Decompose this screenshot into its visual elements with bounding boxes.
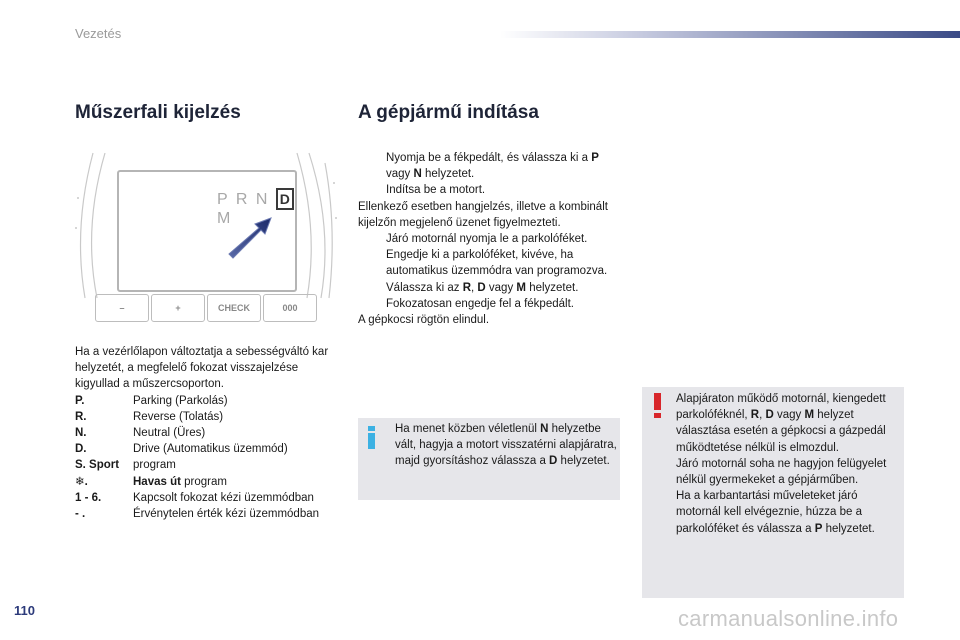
step-1 [358, 150, 628, 182]
gear-key: S. Sport [75, 459, 120, 472]
step-text: helyzetet. [421, 168, 475, 181]
check-button: CHECK [207, 294, 261, 322]
warning-bold: D [765, 409, 774, 422]
step-bold: P [591, 152, 599, 164]
step-text: Engedje ki a parkolóféket, kivéve, ha automatikus üzemmódra van programozva. [386, 249, 608, 278]
step-5 [358, 280, 628, 296]
step-bold: M [516, 281, 526, 294]
checkbox-bullet-icon [358, 280, 386, 296]
brightness-minus-button: – [95, 294, 149, 322]
instrument-screen [117, 170, 297, 292]
gear-key: ❄. [75, 475, 88, 488]
warning-text-part: , [759, 409, 766, 422]
gear-value: Drive (Automatikus üzemmód) [133, 443, 288, 456]
brightness-plus-button: + [151, 294, 205, 322]
gear-row-n [75, 425, 345, 441]
warning-text-part: Ha a karbantartási műveleteket járó motornál kell elvégeznie, húzza be a parkolóféket és válassza a [676, 490, 863, 535]
step-3 [358, 231, 628, 247]
gear-row-p [75, 393, 345, 409]
gear-key: R. [75, 410, 87, 423]
info-icon [368, 426, 376, 450]
gear-key: 1 - 6. [75, 491, 102, 504]
control-buttons [95, 294, 317, 322]
gear-value: Érvénytelen érték kézi üzemmódban [133, 508, 320, 521]
warning-bold: R [750, 409, 760, 422]
step-text: Fokozatosan engedje fel a fékpedált. [386, 297, 574, 310]
gear-value: Reverse (Tolatás) [133, 410, 224, 423]
watermark: carmanualsonline.info [678, 606, 899, 631]
gear-value: Kapcsolt fokozat kézi üzemmódban [133, 491, 314, 504]
header-gradient-bar [500, 31, 960, 38]
gear-description [75, 344, 345, 522]
step-text: Járó motornál nyomja le a parkolóféket. [386, 233, 588, 246]
gear-value: program [180, 475, 227, 488]
warning-text [676, 391, 900, 537]
step-text: vagy [485, 281, 517, 294]
warning-text-part: vagy [773, 409, 805, 422]
info-box [358, 418, 620, 500]
warning-text-part: helyzet választása esetén a gépkocsi a gázpedál működtetése nélkül is elmozdul. [676, 409, 886, 454]
gear-row-sport [75, 457, 345, 473]
step-bold: D [477, 281, 486, 294]
warning-box [642, 387, 904, 598]
info-text-part: helyzetet. [557, 455, 610, 468]
section-header: Vezetés [75, 26, 122, 41]
warning-paragraph-2: Járó motornál soha ne hagyjon felügyelet nélkül gyermekeket a gépjárműben. [676, 457, 887, 487]
info-text-part: helyzetbe vált, hagyja a motort visszatérni alapjáratra, majd gyorsításhoz válassza a [395, 423, 617, 468]
gear-value-bold: Havas út [133, 475, 181, 488]
intro-text: Ha a vezérlőlapon változtatja a sebességváltó kar helyzetét, a megfelelő fokozat visszajelzése kigyullad a műszercsoporton. [75, 346, 329, 391]
checkbox-bullet-icon [358, 150, 386, 182]
step-2 [358, 182, 628, 198]
gear-row-r [75, 409, 345, 425]
warning-bold: M [804, 409, 815, 422]
warning-text-part: Alapjáraton működő motornál, kiengedett parkolóféknél, [676, 393, 886, 422]
step-text: Indítsa be a motort. [386, 184, 486, 197]
warning-text-part: helyzetet. [822, 522, 875, 535]
instrument-panel-illustration [75, 148, 337, 334]
warning-bold: P [814, 522, 823, 535]
step-6 [358, 296, 628, 312]
info-text-part: Ha menet közben véletlenül [395, 423, 541, 435]
gear-row-invalid [75, 506, 345, 522]
step-bold: N [413, 168, 422, 181]
instrument-display-title: Műszerfali kijelzés [75, 102, 241, 123]
gear-row-manual [75, 490, 345, 506]
gear-key: D. [75, 443, 87, 456]
arrow-icon [225, 214, 285, 264]
result-text: A gépkocsi rögtön elindul. [358, 314, 490, 327]
start-procedure [358, 150, 628, 328]
gear-letter-m: M [217, 210, 233, 227]
gear-value: Neutral (Üres) [133, 427, 206, 440]
trip-reset-button: 000 [263, 294, 317, 322]
gear-value: program [133, 459, 176, 472]
step-bold: R [462, 281, 472, 294]
step-text: vagy [386, 168, 414, 181]
step-text: helyzetet. [526, 281, 579, 294]
gear-value: Parking (Parkolás) [133, 394, 228, 407]
checkbox-bullet-icon [358, 247, 386, 279]
page-number: 110 [14, 603, 35, 618]
gear-key: - . [75, 508, 86, 521]
gear-row-snow [75, 474, 345, 490]
gear-key: N. [75, 427, 87, 440]
step-4 [358, 247, 628, 279]
gear-key: P. [75, 394, 85, 407]
gear-row-d [75, 441, 345, 457]
step-text: Válassza ki az [386, 281, 463, 294]
info-bold: N [540, 423, 549, 435]
step-text: , [471, 281, 478, 294]
gear-selected: D [276, 188, 294, 210]
vehicle-start-title: A gépjármű indítása [358, 102, 539, 123]
gear-letters: P R N [217, 191, 270, 208]
checkbox-bullet-icon [358, 231, 386, 247]
info-text [395, 421, 617, 470]
checkbox-bullet-icon [358, 296, 386, 312]
step-text: Nyomja be a fékpedált, és válassza ki a [386, 152, 592, 164]
info-bold: D [549, 455, 558, 468]
warning-note: Ellenkező esetben hangjelzés, illetve a kombinált kijelzőn megjelenő üzenet figyelmezteti. [358, 200, 608, 229]
checkbox-bullet-icon [358, 182, 386, 198]
warning-icon [654, 393, 662, 418]
